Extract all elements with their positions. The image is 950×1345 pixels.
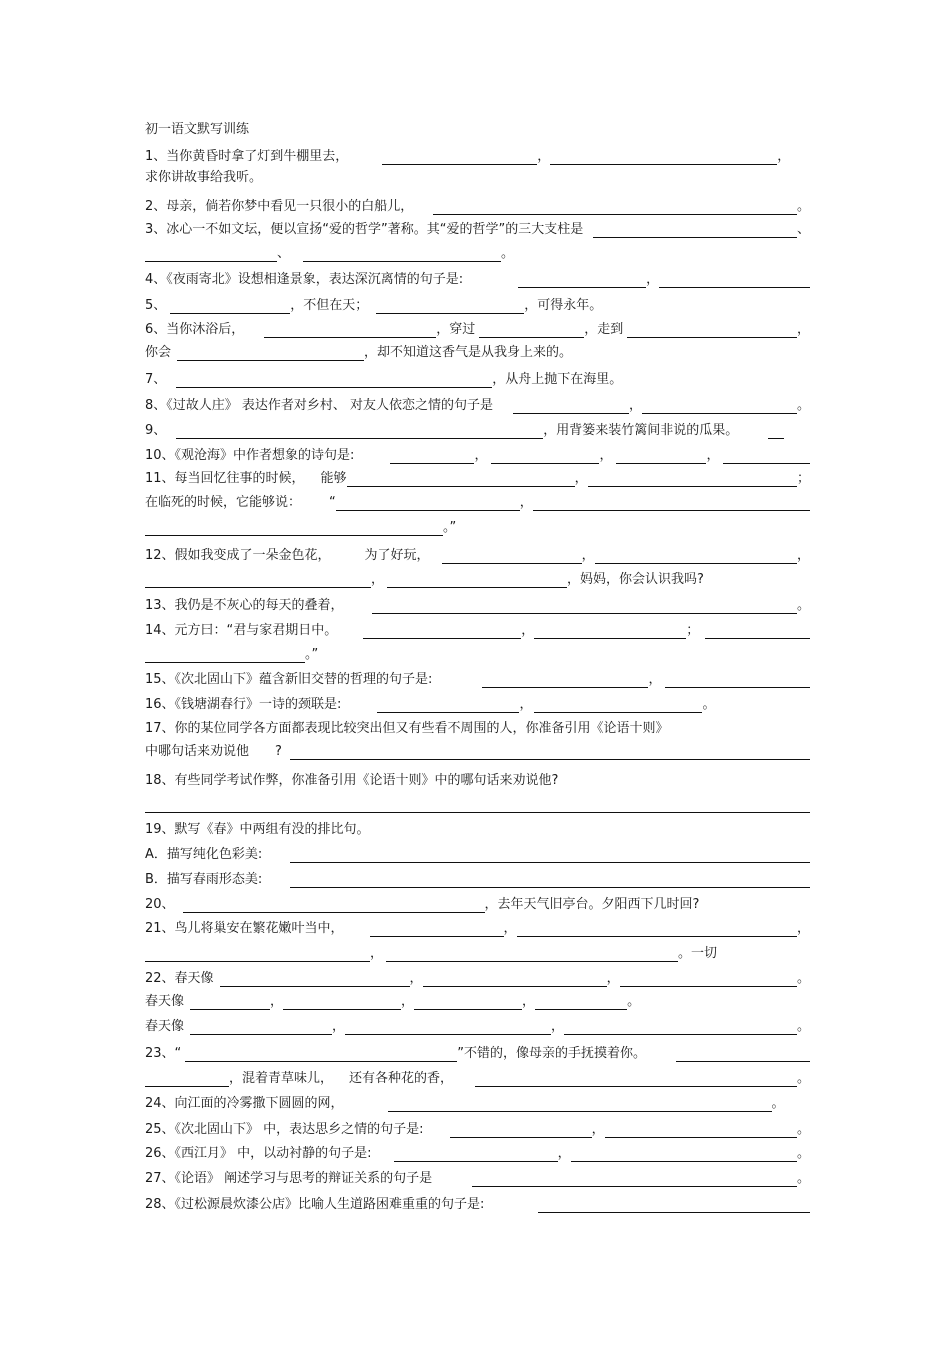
question-text: “ (329, 495, 336, 510)
answer-blank[interactable] (518, 274, 646, 288)
answer-blank[interactable] (705, 625, 810, 639)
question-text: 在临死的时候，它能够说： (145, 495, 302, 510)
question-text: ，混着青草味儿， (229, 1071, 334, 1086)
punct: ， (599, 448, 613, 463)
question-text: 19、默写《春》中两组有没的排比句。 (145, 822, 370, 837)
question-text: ，妈妈，你会认识我吗? (567, 572, 704, 587)
question-14-line-2 (145, 646, 810, 663)
punct: ， (574, 471, 588, 486)
punct: 。 (796, 199, 810, 214)
answer-blank[interactable] (620, 973, 797, 987)
answer-blank[interactable] (347, 473, 575, 487)
question-text: 20、 (145, 897, 175, 912)
question-19-a-line (145, 846, 810, 863)
answer-blank[interactable] (768, 425, 784, 439)
answer-blank[interactable] (190, 996, 270, 1010)
answer-blank[interactable] (513, 400, 629, 414)
answer-blank[interactable] (264, 324, 436, 338)
answer-blank[interactable] (482, 674, 648, 688)
answer-blank[interactable] (676, 1048, 810, 1062)
question-text: 25、《次北固山下》 中，表达思乡之情的句子是: (145, 1122, 424, 1137)
question-19-b-line (145, 871, 810, 888)
punct: ， (796, 548, 810, 563)
answer-blank[interactable] (145, 248, 277, 262)
answer-blank[interactable] (377, 699, 519, 713)
answer-blank[interactable] (336, 497, 520, 511)
answer-blank[interactable] (283, 996, 401, 1010)
punct: ， (646, 272, 660, 287)
question-text: B．描写春雨形态美: (145, 872, 263, 887)
answer-blank[interactable] (145, 522, 443, 536)
question-text: ，用背篓来装竹篱间非说的瓜果。 (543, 423, 739, 438)
worksheet-title: 初一语文默写训练 (145, 122, 250, 137)
question-text: 18、有些同学考试作弊，你准备引用《论语十则》中的哪句话来劝说他? (145, 773, 559, 788)
answer-blank[interactable] (145, 649, 305, 663)
answer-blank[interactable] (382, 151, 537, 165)
question-text: 10、《观沧海》中作者想象的诗句是: (145, 448, 355, 463)
question-22-line-1 (145, 970, 810, 987)
question-23-line-1 (145, 1045, 810, 1062)
answer-blank[interactable] (176, 374, 492, 388)
question-text: 还有各种花的香， (349, 1071, 454, 1086)
question-19-line (145, 821, 810, 838)
question-5-line (145, 297, 810, 314)
answer-blank[interactable] (472, 1173, 797, 1187)
question-text: 2、母亲，倘若你梦中看见一只很小的白船儿， (145, 199, 414, 214)
answer-blank[interactable] (145, 1073, 229, 1087)
answer-blank[interactable] (659, 274, 810, 288)
punct: ， (551, 1019, 565, 1034)
question-text: ，去年天气旧亭台。夕阳西下几时回? (484, 897, 700, 912)
punct: ， (370, 946, 384, 961)
question-12-line-2 (145, 571, 810, 588)
question-text: 为了好玩， (364, 548, 430, 563)
answer-blank[interactable] (290, 849, 810, 863)
question-text: 6、当你沐浴后， (145, 322, 245, 337)
answer-blank[interactable] (185, 1048, 457, 1062)
punct: ， (557, 1146, 571, 1161)
punct: 、 (796, 222, 810, 237)
question-10-line (145, 447, 810, 464)
answer-blank[interactable] (491, 450, 599, 464)
question-3-line-2 (145, 245, 810, 262)
question-22-line-2 (145, 993, 810, 1010)
question-18-line-1 (145, 772, 810, 789)
question-1-line-1 (145, 148, 810, 165)
answer-blank[interactable] (372, 600, 797, 614)
answer-blank[interactable] (414, 996, 522, 1010)
answer-blank[interactable] (723, 450, 810, 464)
answer-blank[interactable] (183, 899, 485, 913)
question-1-line-2 (145, 169, 810, 186)
answer-blank[interactable] (423, 973, 607, 987)
answer-blank[interactable] (290, 746, 810, 760)
question-8-line (145, 397, 810, 414)
question-text: 16、《钱塘湖春行》一诗的颈联是: (145, 697, 342, 712)
answer-blank[interactable] (303, 248, 501, 262)
question-22-line-3 (145, 1018, 810, 1035)
punct: ， (409, 971, 423, 986)
question-text: 22、春天像 (145, 971, 214, 986)
question-11-line-3 (145, 519, 810, 536)
answer-blank[interactable] (533, 497, 810, 511)
answer-blank[interactable] (535, 996, 627, 1010)
answer-blank[interactable] (433, 201, 797, 215)
question-text: 春天像 (145, 994, 185, 1009)
punct: 。 (796, 598, 810, 613)
punct: 。 (796, 1171, 810, 1186)
punct: ， (401, 994, 415, 1009)
punct: ， (648, 672, 662, 687)
question-text: 12、假如我变成了一朵金色花， (145, 548, 331, 563)
question-6-line-2 (145, 344, 810, 361)
question-13-line (145, 597, 810, 614)
answer-blank[interactable] (220, 973, 410, 987)
punct: ； (686, 623, 700, 638)
answer-blank[interactable] (376, 300, 524, 314)
question-text: 4、《夜雨寄北》设想相逢景象，表达深沉离情的句子是: (145, 272, 464, 287)
question-20-line (145, 896, 810, 913)
punct: 。 (702, 697, 716, 712)
punct: 。 (771, 1096, 785, 1111)
question-text: 5、 (145, 298, 167, 313)
question-28-line (145, 1196, 810, 1213)
answer-blank[interactable] (564, 1021, 797, 1035)
answer-blank[interactable] (593, 224, 797, 238)
question-12-line-1 (145, 547, 810, 564)
answer-blank[interactable] (390, 450, 474, 464)
answer-blank[interactable] (145, 574, 371, 588)
answer-blank[interactable] (588, 473, 797, 487)
answer-blank[interactable] (387, 574, 567, 588)
answer-blank[interactable] (616, 450, 706, 464)
punct: ； (796, 471, 810, 486)
punct: ， (371, 572, 385, 587)
question-text: 28、《过松源晨炊漆公店》比喻人生道路困难重重的句子是: (145, 1197, 485, 1212)
question-text: 你会 (145, 345, 172, 360)
answer-blank[interactable] (627, 324, 797, 338)
question-text: 求你讲故事给我听。 (145, 170, 263, 185)
question-6-line-1 (145, 321, 810, 338)
question-text: 能够 (320, 471, 347, 486)
question-4-line (145, 271, 810, 288)
question-23-line-2 (145, 1070, 810, 1087)
answer-blank[interactable] (176, 425, 543, 439)
question-text: 14、元方曰：“君与家君期日中。 (145, 623, 338, 638)
question-text: 中哪句话来劝说他 (145, 744, 250, 759)
punct: ， (503, 921, 517, 936)
punct: 。” (305, 647, 319, 662)
answer-blank[interactable] (538, 1199, 810, 1213)
punct: 。 (627, 994, 641, 1009)
answer-blank[interactable] (394, 1148, 558, 1162)
question-text: ，可得永年。 (524, 298, 603, 313)
punct: 、 (277, 246, 291, 261)
punct: 。 (796, 1019, 810, 1034)
question-14-line-1 (145, 622, 810, 639)
question-21-line-1 (145, 920, 810, 937)
punct: ， (706, 448, 720, 463)
question-text: 8、《过故人庄》 表达作者对乡村、 对友人依恋之情的句子是 (145, 398, 494, 413)
punct: 。 (796, 971, 810, 986)
question-15-line (145, 671, 810, 688)
answer-blank[interactable] (370, 923, 504, 937)
answer-blank[interactable] (145, 948, 370, 962)
punct: ， (581, 548, 595, 563)
question-11-line-1 (145, 470, 810, 487)
question-text: ，穿过 (436, 322, 476, 337)
answer-blank[interactable] (642, 400, 797, 414)
punct: ， (796, 322, 810, 337)
punct: ， (519, 495, 533, 510)
answer-blank[interactable] (386, 948, 678, 962)
punct: 。 (796, 1146, 810, 1161)
question-text: 9、 (145, 423, 167, 438)
punct: 。 (501, 246, 515, 261)
punct: ， (270, 994, 284, 1009)
question-26-line (145, 1145, 810, 1162)
question-7-line (145, 371, 810, 388)
punct: ， (591, 1122, 605, 1137)
answer-blank[interactable] (665, 674, 810, 688)
answer-blank[interactable] (534, 625, 686, 639)
question-17-line-2 (145, 743, 810, 760)
punct: ， (522, 994, 536, 1009)
question-text: ”不错的，像母亲的手抚摸着你。 (457, 1046, 647, 1061)
punct: 。 (796, 1122, 810, 1137)
question-text: 27、《论语》 阐述学习与思考的辩证关系的句子是 (145, 1171, 433, 1186)
answer-blank[interactable] (475, 1073, 797, 1087)
question-11-line-2 (145, 494, 810, 511)
answer-blank[interactable] (177, 347, 364, 361)
answer-blank[interactable] (442, 550, 582, 564)
question-text: 1、当你黄昏时拿了灯到牛棚里去， (145, 149, 349, 164)
punct: ， (606, 971, 620, 986)
punct: ， (629, 398, 643, 413)
question-text: ? (275, 744, 282, 759)
question-16-line (145, 696, 810, 713)
question-text: ，却不知道这香气是从我身上来的。 (364, 345, 573, 360)
answer-blank[interactable] (534, 699, 702, 713)
answer-blank[interactable] (145, 799, 810, 813)
question-text: ，不但在天； (290, 298, 369, 313)
answer-blank[interactable] (595, 550, 797, 564)
answer-blank[interactable] (363, 625, 521, 639)
punct: ， (474, 448, 488, 463)
question-text: ，从舟上抛下在海里。 (492, 372, 623, 387)
answer-blank[interactable] (605, 1124, 797, 1138)
question-text: ，走到 (584, 322, 624, 337)
question-text: 21、鸟儿将巢安在繁花嫩叶当中， (145, 921, 344, 936)
question-17-line-1 (145, 720, 810, 737)
punct: ， (777, 149, 791, 164)
question-text: 15、《次北固山下》蕴含新旧交替的哲理的句子是: (145, 672, 433, 687)
question-text: 23、“ (145, 1046, 182, 1061)
question-3-line-1 (145, 221, 810, 238)
question-text: 11、每当回忆往事的时候， (145, 471, 305, 486)
question-text: 。一切 (678, 946, 718, 961)
answer-blank[interactable] (190, 1021, 332, 1035)
question-9-line (145, 422, 810, 439)
punct: 。” (443, 520, 457, 535)
question-text: 24、向江面的冷雾撒下圆圆的网， (145, 1096, 344, 1111)
question-24-line (145, 1095, 810, 1112)
answer-blank[interactable] (450, 1124, 592, 1138)
question-text: 7、 (145, 372, 167, 387)
punct: ， (332, 1019, 346, 1034)
answer-blank[interactable] (170, 300, 290, 314)
question-text: 17、你的某位同学各方面都表现比较突出但又有些看不周围的人，你准备引用《论语十则》 (145, 721, 669, 736)
answer-blank[interactable] (345, 1021, 551, 1035)
question-text: 春天像 (145, 1019, 185, 1034)
answer-blank[interactable] (571, 1148, 797, 1162)
question-text: 26、《西江月》 中，以动衬静的句子是: (145, 1146, 372, 1161)
punct: ， (521, 623, 535, 638)
question-text: 13、我仍是不灰心的每天的叠着， (145, 598, 344, 613)
answer-blank[interactable] (550, 151, 777, 165)
answer-blank[interactable] (388, 1098, 772, 1112)
question-21-line-2 (145, 945, 810, 962)
question-18-line-2 (145, 796, 810, 813)
answer-blank[interactable] (517, 923, 797, 937)
punct: ， (519, 697, 533, 712)
question-27-line (145, 1170, 810, 1187)
answer-blank[interactable] (479, 324, 584, 338)
question-text: A．描写纯化色彩美: (145, 847, 263, 862)
punct: ， (537, 149, 551, 164)
answer-blank[interactable] (290, 874, 810, 888)
punct: 。 (796, 398, 810, 413)
question-25-line (145, 1121, 810, 1138)
question-2-line (145, 198, 810, 215)
punct: ， (796, 921, 810, 936)
question-text: 3、冰心一不如文坛，便以宣扬“爱的哲学”著称。其“爱的哲学”的三大支柱是 (145, 222, 584, 237)
punct: 。 (796, 1071, 810, 1086)
